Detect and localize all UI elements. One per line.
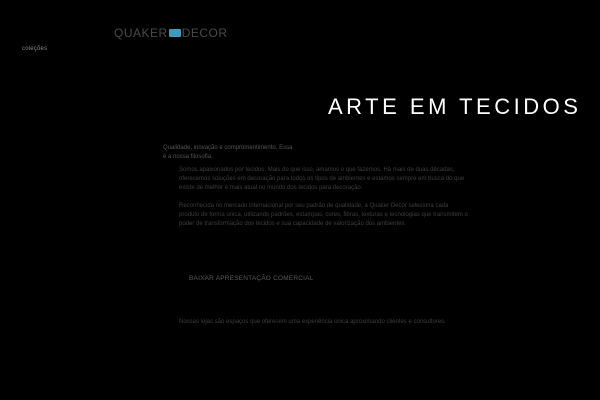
logo-mark-icon (169, 29, 181, 37)
intro-tagline: Qualidade, inovação e compromentimento. Essa é a nossa filosofia. (163, 145, 293, 160)
logo-text-right: DECOR (181, 26, 228, 40)
hero-title: ARTE EM TECIDOS (328, 94, 582, 119)
intro-paragraph-2: Reconhecida no mercado internacional por seu padrão de qualidade, a Quaker Decor seleciona cada produto de forma única, utilizando padrões, estampas, cores, fibras, texturas e tecnologias que transmitem o poder de transformação dos tecidos e sua capacidade de valorização dos ambientes. (179, 203, 468, 227)
logo[interactable] (114, 26, 228, 40)
download-presentation-link[interactable]: BAIXAR APRESENTAÇÃO COMERCIAL (189, 275, 314, 282)
intro-paragraph-1: Somos apaixonados por tecidos. Mais do que isso, amamos o que fazemos. Há mais de duas décadas, oferecemos soluções em decoração para todos os tipos de ambientes e estamos sempre em busca do que existe de melhor e mais atual no mundo dos tecidos para decoração. (179, 167, 465, 191)
intro-paragraph-3: Nossas lojas são espaços que oferecem uma experiência única aproximando clientes e consultores. (179, 319, 446, 325)
logo-text-left: QUAKER (114, 26, 168, 40)
nav-item-collections[interactable]: coleções (22, 46, 48, 52)
